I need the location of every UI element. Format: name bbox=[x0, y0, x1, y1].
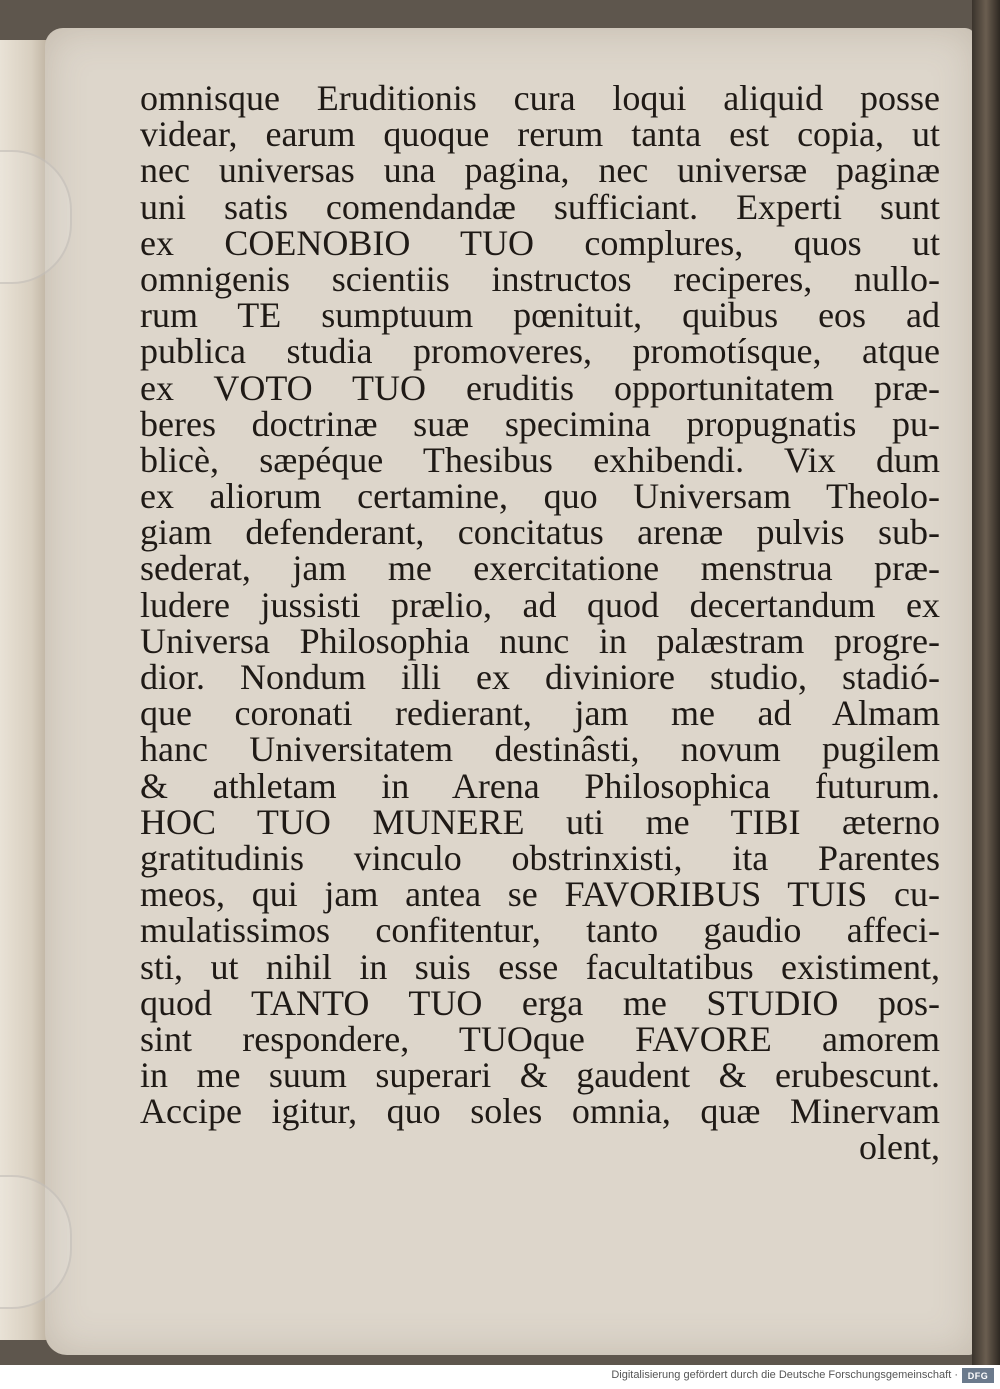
text-line: ex VOTO TUO eruditis opportunitatem præ- bbox=[140, 367, 940, 408]
funding-credit: Digitalisierung gefördert durch die Deutsche Forschungsgemeinschaft · bbox=[611, 1369, 958, 1381]
text-line: ex COENOBIO TUO complures, quos ut bbox=[140, 222, 940, 263]
catchword-line: olent, bbox=[859, 1127, 940, 1168]
text-line: sti, ut nihil in suis esse facultatibus existiment, bbox=[140, 946, 940, 987]
text-line: omnigenis scientiis instructos reciperes, nullo- bbox=[140, 258, 940, 299]
text-line: gratitudinis vinculo obstrinxisti, ita Parentes bbox=[140, 837, 940, 878]
text-line: hanc Universitatem destinâsti, novum pugilem bbox=[140, 729, 940, 770]
text-line: meos, qui jam antea se FAVORIBUS TUIS cu- bbox=[140, 874, 940, 915]
text-line: que coronati redierant, jam me ad Almam bbox=[140, 693, 940, 734]
text-line: omnisque Eruditionis cura loqui aliquid posse bbox=[140, 78, 940, 118]
page-edge-shadow bbox=[972, 0, 1000, 1365]
text-line: nec universas una pagina, nec universæ paginæ bbox=[140, 150, 940, 191]
text-line: beres doctrinæ suæ specimina propugnatis pu- bbox=[140, 403, 940, 444]
text-line: sederat, jam me exercitatione menstrua præ- bbox=[140, 548, 940, 589]
text-line: giam defenderant, concitatus arenæ pulvis sub- bbox=[140, 512, 940, 553]
text-line: blicè, sæpéque Thesibus exhibendi. Vix dum bbox=[140, 439, 940, 480]
text-line: Accipe igitur, quo soles omnia, quæ Minervam bbox=[140, 1091, 940, 1132]
digitization-footer bbox=[0, 1365, 1000, 1389]
text-line: rum TE sumptuum pœnituit, quibus eos ad bbox=[140, 295, 940, 336]
text-line: mulatissimos confitentur, tanto gaudio affeci- bbox=[140, 910, 940, 951]
text-line: sint respondere, TUOque FAVORE amorem bbox=[140, 1018, 940, 1059]
text-line: & athletam in Arena Philosophica futurum. bbox=[140, 765, 940, 806]
text-line: videar, earum quoque rerum tanta est copia, ut bbox=[140, 114, 940, 155]
text-line: in me suum superari & gaudent & erubescunt. bbox=[140, 1055, 940, 1096]
text-line: dior. Nondum illi ex diviniore studio, stadió- bbox=[140, 657, 940, 697]
text-line: quod TANTO TUO erga me STUDIO pos- bbox=[140, 982, 940, 1023]
text-line: publica studia promoveres, promotísque, atque bbox=[140, 331, 940, 372]
dfg-logo: DFG bbox=[962, 1368, 994, 1383]
page-text bbox=[140, 80, 940, 1166]
text-line: Universa Philosophia nunc in palæstram progre- bbox=[140, 620, 940, 661]
text-line: uni satis comendandæ sufficiant. Experti sunt bbox=[140, 186, 940, 227]
text-line: ludere jussisti prælio, ad quod decertandum ex bbox=[140, 584, 940, 625]
text-line: HOC TUO MUNERE uti me TIBI æterno bbox=[140, 801, 940, 842]
text-line: ex aliorum certamine, quo Universam Theolo- bbox=[140, 476, 940, 517]
